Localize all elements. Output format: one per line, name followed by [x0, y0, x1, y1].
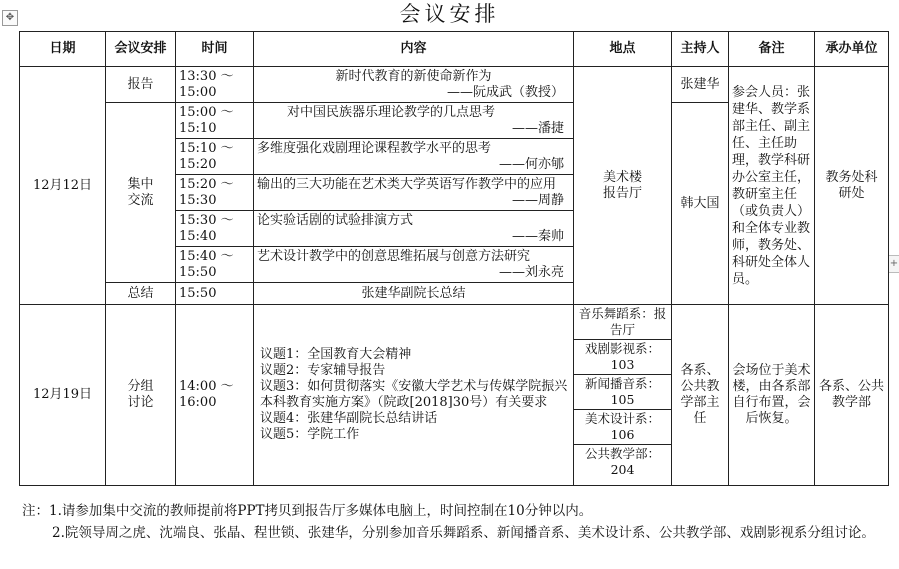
- item-author: ——潘捷: [511, 120, 564, 136]
- item-author: ——刘永亮: [498, 264, 564, 280]
- venue-item: 公共教学部：204: [584, 446, 660, 477]
- time-cell: 15:00 ～ 15:10: [176, 103, 254, 139]
- header-time: 时间: [176, 32, 254, 67]
- organizer-cell: 各系、公共教学部: [815, 305, 889, 486]
- item-title: 新时代教育的新使命新作为: [335, 68, 492, 84]
- header-row: [20, 32, 889, 67]
- item-title: 论实验话剧的试验排演方式: [257, 212, 414, 228]
- date-cell: 12月12日: [20, 67, 106, 305]
- time-cell: 14:00 ～ 16:00: [176, 305, 254, 486]
- item-author: ——何亦郇: [498, 156, 564, 172]
- venue-text: 美术楼报告厅: [602, 169, 642, 201]
- header-date: 日期: [20, 32, 106, 67]
- table-row: [20, 67, 889, 103]
- organizer-cell: [815, 67, 889, 305]
- session-type-text: 集中交流: [127, 176, 154, 208]
- session-type-cell: 总结: [106, 283, 176, 305]
- session-type-text: 分组讨论: [127, 379, 154, 410]
- time-cell: 15:50: [176, 283, 254, 305]
- header-host: 主持人: [672, 32, 729, 67]
- note-line: 注：1.请参加集中交流的教师提前将PPT拷贝到报告厅多媒体电脑上，时间控制在10分钟以内。: [22, 503, 593, 519]
- host-cell: 张建华: [672, 67, 729, 103]
- host-cell: 各系、公共教学部主任: [672, 305, 729, 486]
- item-author: ——周静: [511, 192, 564, 208]
- content-cell: [254, 67, 574, 103]
- time-cell: 15:20 ～ 15:30: [176, 175, 254, 211]
- content-cell: [254, 305, 574, 486]
- venue-item: 新闻播音系：105: [574, 375, 671, 410]
- venue-cell: [574, 305, 672, 486]
- topic-item: 议题4：张建华副院长总结讲话: [260, 411, 438, 426]
- schedule-table: [19, 31, 889, 486]
- host-cell: [672, 103, 729, 305]
- header-organizer: 承办单位: [815, 32, 889, 67]
- item-title: 输出的三大功能在艺术类大学英语写作教学中的应用: [257, 176, 557, 192]
- organizer-text: 教务处科研处: [825, 169, 878, 201]
- note-cell: 会场位于美术楼，由各系部自行布置，会后恢复。: [729, 305, 815, 486]
- table-move-handle-icon[interactable]: ✥: [2, 10, 18, 26]
- time-cell: 15:10 ～ 15:20: [176, 139, 254, 175]
- content-cell: [254, 247, 574, 283]
- session-type-cell: 报告: [106, 67, 176, 103]
- add-column-marker-icon[interactable]: +: [888, 255, 899, 273]
- content-cell: [254, 211, 574, 247]
- header-session: 会议安排: [106, 32, 176, 67]
- time-cell: 15:40 ～ 15:50: [176, 247, 254, 283]
- content-cell: [254, 139, 574, 175]
- header-venue: 地点: [574, 32, 672, 67]
- item-title: 艺术设计教学中的创意思维拓展与创意方法研究: [257, 248, 531, 264]
- header-note: 备注: [729, 32, 815, 67]
- table-row: [20, 305, 889, 486]
- time-cell: 13:30 ～ 15:00: [176, 67, 254, 103]
- venue-cell: [574, 67, 672, 305]
- topic-item: 议题2：专家辅导报告: [260, 363, 386, 378]
- topic-item: 议题3：如何贯彻落实《安徽大学艺术与传媒学院振兴本科教育实施方案》（院政[2018]30号）有关要求: [260, 379, 568, 410]
- content-cell: 张建华副院长总结: [254, 283, 574, 305]
- note-cell: 参会人员：张建华、教学系部主任、副主任、主任助理，教学科研办公室主任，教研室主任（或负责人）和全体专业教师，教务处、科研处全体人员。: [729, 67, 815, 305]
- notes-section: [22, 500, 888, 544]
- time-cell: 15:30 ～ 15:40: [176, 211, 254, 247]
- page-title: 会议安排: [399, 2, 500, 26]
- content-cell: [254, 175, 574, 211]
- content-cell: [254, 103, 574, 139]
- item-title: 多维度强化戏剧理论课程教学水平的思考: [257, 140, 492, 156]
- venue-item: 美术设计系：106: [574, 410, 671, 445]
- venue-item: 音乐舞蹈系：报告厅: [574, 305, 671, 340]
- host-text: 韩大国: [680, 195, 720, 211]
- session-type-cell: [106, 305, 176, 486]
- note-line: 2.院领导周之虎、沈端良、张晶、程世锁、张建华，分别参加音乐舞蹈系、新闻播音系、美术设计系、公共教学部、戏剧影视系分组讨论。: [52, 525, 875, 541]
- item-author: ——阮成武（教授）: [446, 84, 564, 100]
- session-type-cell: [106, 103, 176, 283]
- item-author: ——秦帅: [511, 228, 564, 244]
- venue-list: [574, 305, 671, 479]
- date-cell: 12月19日: [20, 305, 106, 486]
- header-content: 内容: [254, 32, 574, 67]
- topic-item: 议题5：学院工作: [260, 427, 360, 442]
- item-title: 对中国民族器乐理论教学的几点思考: [287, 104, 496, 120]
- topic-item: 议题1：全国教育大会精神: [260, 347, 412, 362]
- venue-item: 戏剧影视系：103: [574, 340, 671, 375]
